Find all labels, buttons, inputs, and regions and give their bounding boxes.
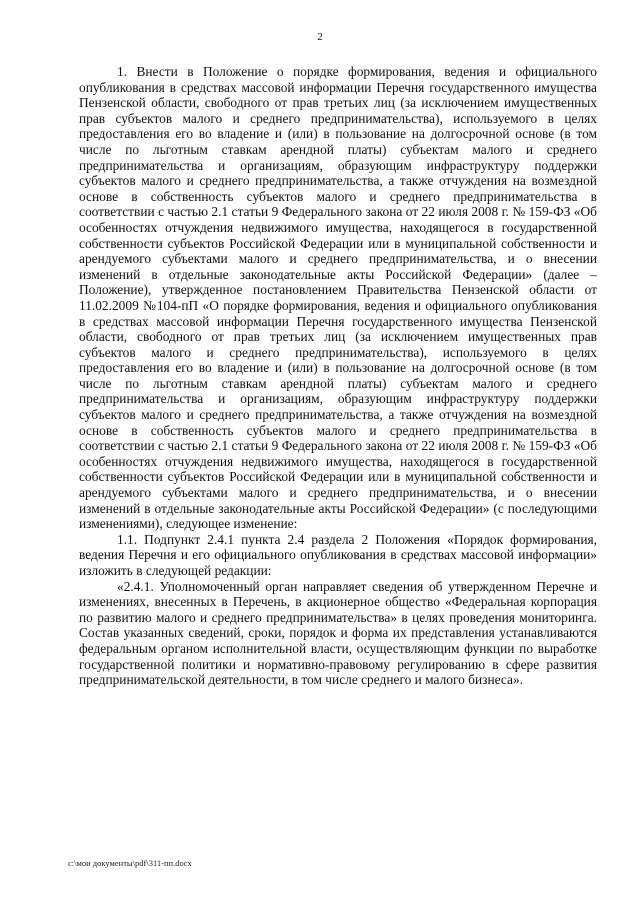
footer-file-path: c:\мои документы\pdf\311-пп.docx (68, 858, 192, 868)
paragraph-amendment-intro: 1. Внести в Положение о порядке формирования, ведения и официального опубликования в средствах массовой информации Перечня государственного имущества Пензенской области, свободного от прав третьих лиц (за исключением имущественных прав субъектов малого и среднего предпринимательства), используемого в целях предоставления его во владение и (или) в пользование на долгосрочной основе (в том числе по льготным ставкам арендной платы) субъектам малого и среднего предпринимательства и организациям, образующим инфраструктуру поддержки субъектов малого и среднего предпринимательства, а также отчуждения на возмездной основе в собственность субъектов малого и среднего предпринимательства в соответствии с частью 2.1 статьи 9 Федерального закона от 22 июля 2008 г. № 159-ФЗ «Об особенностях отчуждения недвижимого имущества, находящегося в государственной собственности субъектов Российской Федерации или в муниципальной собственности и арендуемого субъектами малого и среднего предпринимательства, и о внесении изменений в отдельные законодательные акты Российской Федерации» (далее – Положение), утвержденное постановлением Правительства Пензенской области от 11.02.2009 №104-пП «О порядке формирования, ведения и официального опубликования в средствах массовой информации Перечня государственного имущества Пензенской области, свободного от прав третьих лиц (за исключением имущественных прав субъектов малого и среднего предпринимательства), используемого в целях предоставления его во владение и (или) в пользование на долгосрочной основе (в том числе по льготным ставкам арендной платы) субъектам малого и среднего предпринимательства и организациям, образующим инфраструктуру поддержки субъектов малого и среднего предпринимательства, а также отчуждения на возмездной основе в собственность субъектов малого и среднего предпринимательства в соответствии с частью 2.1 статьи 9 Федерального закона от 22 июля 2008 г. № 159-ФЗ «Об особенностях отчуждения недвижимого имущества, находящегося в государственной собственности субъектов Российской Федерации или в муниципальной собственности и арендуемого субъектами малого и среднего предпринимательства, и о внесении изменений в отдельные законодательные акты Российской Федерации» (с последующими изменениями), следующее изменение: (79, 64, 597, 532)
page-number: 2 (317, 31, 323, 43)
paragraph-subpoint-1-1: 1.1. Подпункт 2.4.1 пункта 2.4 раздела 2 Положения «Порядок формирования, ведения Перечня и его официального опубликования в средствах массовой информации» изложить в следующей редакции: (79, 531, 597, 578)
document-body (79, 64, 597, 688)
paragraph-new-wording-2-4-1: «2.4.1. Уполномоченный орган направляет сведения об утвержденном Перечне и изменениях, внесенных в Перечень, в акционерное общество «Федеральная корпорация по развитию малого и среднего предпринимательства» в целях проведения мониторинга. Состав указанных сведений, сроки, порядок и форма их представления устанавливаются федеральным органом исполнительной власти, осуществляющим функции по выработке государственной политики и нормативно-правовому регулированию в сфере развития предпринимательской деятельности, в том числе среднего и малого бизнеса». (79, 578, 597, 688)
